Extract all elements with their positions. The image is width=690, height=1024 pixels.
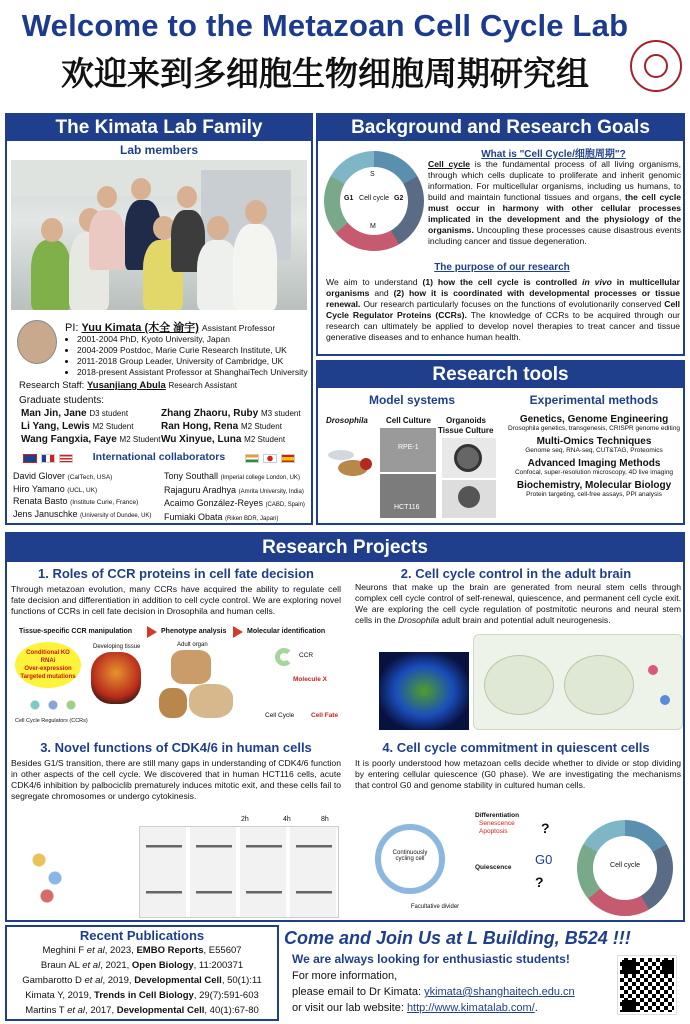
tissue-culture-image [442, 480, 496, 518]
japan-flag-icon [263, 454, 277, 463]
model-organoids: Organoids [446, 416, 487, 425]
collaborator: Renata Basto (Institute Curie, France) [13, 496, 139, 506]
publication-list [7, 943, 277, 1018]
collaborator: Acaimo González-Reyes (CABD, Spain) [164, 498, 305, 508]
pi-portrait [17, 320, 57, 364]
research-projects-panel [5, 532, 685, 922]
time-label: 2h [241, 816, 249, 823]
research-staff-line: Research Staff: Yusanjiang Abula Research Assistant [19, 380, 237, 391]
purpose-paragraph: We aim to understand (1) how the cell cycle is controlled in vivo in multicellular organisms and (2) how it is coordinated with developmental processes or tissue renewal. Our research particularly focuses on the functions of evolutionarily conserved Cell Cycle Regulator Proteins (CCRs). The knowledge of CCRs to be acquired through our research can ultimately be applied to develop novel therapies to treat cancer and tissue generative diseases and to enhance human health. [326, 277, 680, 342]
project1-text: Through metazoan evolution, many CCRs have acquired the ability to regulate cell fate decision and differentiation in addition to cell cycle control. We are exploring novel functions of CCRs in cell fate decision in Drosophila and human cells. [11, 584, 341, 616]
background-panel [316, 113, 685, 356]
spain-flag-icon [281, 454, 295, 463]
method-item: Genetics, Genome Engineering Drosophila genetics, transgenesis, CRISPR genome editing [508, 414, 680, 432]
project4-title: 4. Cell cycle commitment in quiescent cells [382, 740, 650, 755]
differentiation-label: Differentiation [475, 812, 520, 819]
g0-cycle-diagram [577, 820, 673, 916]
graduate-label: Graduate students: [19, 395, 105, 406]
grad-student: Man Jin, Jane D3 student [21, 408, 129, 419]
qr-code[interactable] [618, 956, 676, 1014]
research-tools-panel [316, 360, 685, 525]
poster-title: Welcome to the Metazoan Cell Cycle Lab [21, 8, 629, 43]
arrow-icon [233, 626, 243, 638]
method-item: Multi-Omics Techniques Genome seq, RNA-seq, CUT&TAG, Proteomics [525, 436, 663, 454]
join-subline: We are always looking for enthusiastic students! [292, 952, 570, 966]
organoid-image [442, 438, 496, 478]
grad-student: Ran Hong, Rena M2 Student [161, 421, 282, 432]
cell-cycle-paragraph: Cell cycle is the fundamental process of all living organisms, through which cells duplicate to proliferate and inherit genomic information. For multicellular organisms, including us humans, to build and maintain functional tissues and organs, the cell cycle must occur in harmony with other cellular processes implicated in the development and the physiology of the organisms. Uncoupling these processes cause disastrous events including cancer and tissue degeneration. [428, 159, 681, 246]
adult-organ-image-2 [189, 684, 233, 718]
pi-history-item: • 2018-present Assistant Professor at ShanghaiTech University [77, 367, 313, 378]
quiescence-label: Quiescence [475, 864, 512, 871]
apoptosis-label: Apoptosis [479, 828, 508, 835]
fig-label-molecular: Molecular identification [247, 628, 326, 635]
model-drosophila: Drosophila [326, 416, 368, 425]
france-flag-icon [41, 454, 55, 463]
ccr-shape [275, 648, 293, 666]
brain-image [379, 652, 469, 730]
methods-label: Experimental methods [529, 393, 659, 407]
time-label: 8h [321, 816, 329, 823]
ccr-label: CCR [299, 652, 314, 659]
lab-group-photo [11, 160, 307, 310]
arrow-icon [147, 626, 157, 638]
cycle-g2-label: G2 [394, 195, 404, 202]
methods-list [504, 414, 684, 498]
project3-text: Besides G1/S transition, there are still many gaps in understanding of CDK4/6 function in other aspects of the cell cycle. We discovered that in human HCT116 cells, acute CDK4/6 inhibition by palbociclib prematurely induces mitotic exit, and these cells fail to segregate chromosomes or undergo cytokinesis. [11, 758, 341, 801]
cycle-g1-label: G1 [344, 195, 354, 202]
background-heading: Background and Research Goals [318, 115, 683, 141]
project1-figure [11, 626, 341, 730]
ccr-molecules [23, 696, 83, 714]
question-mark-icon: ? [535, 874, 544, 890]
dev-tissue-label: Developing tissue [93, 644, 141, 650]
project1-title: 1. Roles of CCR proteins in cell fate decision [38, 566, 314, 581]
mitosis-schematic [15, 824, 95, 914]
publication-item: Kimata Y, 2019, Trends in Cell Biology, 29(7):591-603 [25, 990, 259, 1001]
method-item: Biochemistry, Molecular Biology Protein targeting, cell-free assays, PPI analysis [516, 480, 672, 498]
fig-label-manipulation: Tissue-specific CCR manipulation [19, 628, 133, 635]
histogram-grid [139, 826, 339, 918]
pi-history-item: • 2001-2004 PhD, Kyoto University, Japan [77, 334, 313, 345]
continuous-cycle-label: Continuously cycling cell [392, 850, 428, 862]
method-item: Advanced Imaging Methods Confocal, super-resolution microscopy, 4D live imaging [514, 458, 674, 476]
developing-tissue-image [91, 652, 141, 704]
usa-flag-icon [59, 454, 73, 463]
project4-text: It is poorly understood how metazoan cells decide whether to divide or stop dividing by entering cellular quiescence (G0 phase). We are investigating the mechanisms that control G0 and genome stability in cultured human cells. [355, 758, 681, 790]
time-label: 4h [283, 816, 291, 823]
collaborator: David Glover (CalTech, USA) [13, 471, 113, 481]
email-link[interactable]: ykimata@shanghaitech.edu.cn [424, 986, 575, 998]
adult-organ-label: Adult organ [177, 642, 208, 648]
quiescence-diagram [355, 804, 535, 920]
publications-panel [5, 925, 279, 1021]
collab-header [13, 451, 309, 467]
project3-title: 3. Novel functions of CDK4/6 in human cells [40, 740, 312, 755]
grad-list-left [21, 407, 171, 446]
facultative-label: Facultative divider [410, 904, 460, 910]
research-projects-heading: Research Projects [7, 534, 683, 562]
model-systems-label: Model systems [368, 393, 456, 407]
molecule-x-label: Molecule X [293, 676, 327, 683]
collab-label: International collaborators [92, 451, 226, 463]
model-cell-culture: Cell Culture [386, 416, 431, 425]
research-tools-heading: Research tools [318, 362, 683, 388]
pi-history-list [77, 334, 313, 378]
publication-item: Martins T et al, 2017, Developmental Cell, 40(1):67-80 [25, 1005, 259, 1016]
cycle-center-label: Cell cycle [359, 195, 389, 202]
question-mark-icon: ? [541, 820, 550, 836]
lab-members-label: Lab members [119, 143, 199, 157]
cycle-m-label: M [370, 223, 376, 230]
collaborator: Tony Southall (Imperial college London, UK) [164, 471, 300, 481]
pi-history-item: • 2004-2009 Postdoc, Marie Curie Research Institute, UK [77, 345, 313, 356]
model-tissue-culture: Tissue Culture [438, 426, 494, 435]
contact-line-2: please email to Dr Kimata: ykimata@shanghaitech.edu.cn [292, 986, 575, 998]
purpose-heading: The purpose of our research [434, 262, 570, 273]
cell-cycle-question: What is "Cell Cycle/细胞周期"? [481, 149, 626, 160]
pi-line: PI: Yuu Kimata (木全 渝宇) Assistant Professor [65, 322, 276, 334]
grad-student: Wu Xinyue, Luna M2 Student [161, 434, 286, 445]
grad-student: Li Yang, Lewis M2 Student [21, 421, 134, 432]
adult-organ-image-1 [171, 650, 211, 684]
collab-list-right [164, 471, 314, 525]
contact-line-3: or visit our lab website: http://www.kimatalab.com/. [292, 1002, 538, 1014]
publications-heading: Recent Publications [79, 928, 205, 943]
lab-family-heading: The Kimata Lab Family [7, 115, 311, 141]
hct116-image: HCT116 [380, 474, 436, 518]
collaborator: Rajaguru Aradhya (Amrita University, India) [164, 484, 304, 495]
publication-item: Braun AL et al, 2021, Open Biology, 11:200371 [40, 960, 244, 971]
cycle-s-label: S [370, 171, 375, 178]
fig-label-phenotype: Phenotype analysis [161, 628, 227, 635]
grad-student: Wang Fangxia, Faye M2 Student [21, 434, 161, 445]
grad-list-right [161, 407, 311, 446]
cell-cycle-diagram [324, 151, 424, 251]
collaborator: Jens Januschke (University of Dundee, UK) [13, 508, 152, 519]
g0-cycle-center-label: Cell cycle [610, 862, 640, 869]
ccr-caption: Cell Cycle Regulators (CCRs) [15, 718, 88, 724]
pi-name: Yuu Kimata (木全 渝宇) [81, 322, 199, 334]
cell-cycle-label: Cell Cycle [265, 712, 295, 719]
project2-title: 2. Cell cycle control in the adult brain [400, 566, 632, 581]
collab-list-left [13, 471, 163, 522]
project2-text: Neurons that make up the brain are generated from neural stem cells through complex cell cycle control of self-renewal, quiescence, and permanent cell cycle exit. We are exploring the cell cycle regulation of postmitotic neurons and neural stem cells in the Drosophila adult brain and potential adult neurogenesis. [355, 582, 681, 625]
manipulation-bubble: Conditional KO RNAi Over-expression Targeted mutations [15, 642, 81, 688]
drosophila-image [324, 446, 380, 486]
contact-line-1: For more information, [292, 970, 398, 982]
publication-item: Meghini F et al, 2023, EMBO Reports, E55607 [42, 945, 242, 956]
india-flag-icon [245, 454, 259, 463]
cdk46-figure [11, 816, 341, 920]
collaborator: Fumiaki Obata (Riken BDR, Japan) [164, 511, 279, 522]
rpe1-image: RPE-1 [380, 428, 436, 472]
pi-history-item: • 2011-2018 Group Leader, University of Cambridge, UK [77, 356, 313, 367]
join-headline: Come and Join Us at L Building, B524 !!! [284, 928, 631, 948]
neurogenesis-diagram [473, 634, 683, 730]
senescence-label: Senescence [479, 820, 515, 827]
lab-family-panel [5, 113, 313, 525]
uk-flag-icon [23, 454, 37, 463]
website-link[interactable]: http://www.kimatalab.com/ [406, 1002, 535, 1014]
grad-student: Zhang Zhaoru, Ruby M3 student [161, 408, 301, 419]
adult-organ-image-3 [159, 688, 187, 718]
publication-item: Gambarotto D et al, 2019, Developmental Cell, 50(1):11 [22, 975, 262, 986]
g0-label: G0 [535, 852, 553, 867]
collaborator: Hiro Yamano (UCL, UK) [13, 483, 98, 494]
cell-fate-label: Cell Fate [311, 712, 339, 719]
poster-title-chinese: 欢迎来到多细胞生物细胞周期研究组 [61, 54, 589, 93]
university-logo [630, 40, 682, 92]
